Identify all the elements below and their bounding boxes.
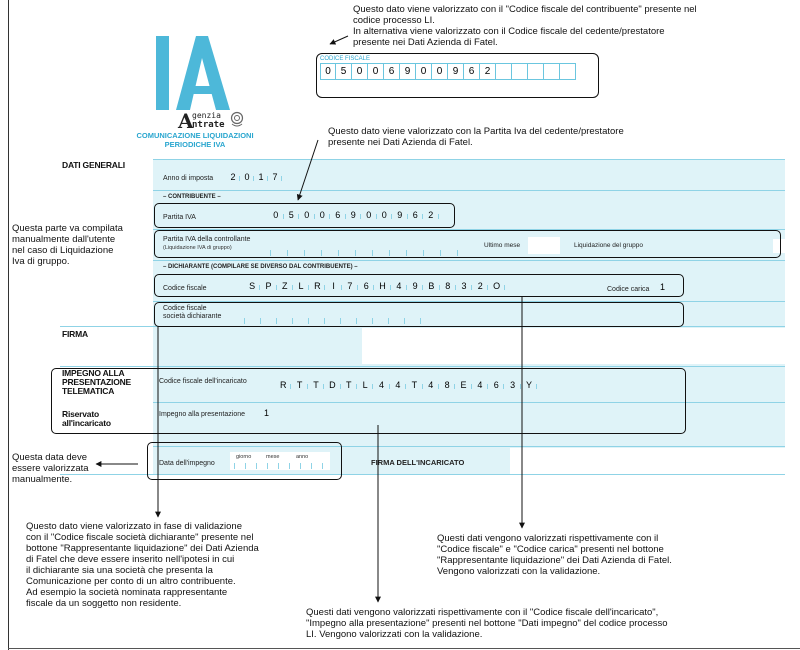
bottom-left-annotation: Questo dato viene valorizzato in fase di validazione con il "Codice fiscale società dichiarante" presente nel bottone "Rappresentante liquidazione" dei Dati Azienda di Fatel che deve essere inserito nell'ipotesi in cui il dichiarante sia una società che presenta la Comunicazione per conto di un altro contribuente. Ad esempio la società nominata rappresentante fiscale da un soggetto non residente. [26, 521, 259, 609]
cf-cell: 2 [472, 281, 488, 291]
codice-fiscale-label: Codice fiscale [163, 285, 207, 292]
left-data-annotation: Questa data deve essere valorizzata manualmente. [12, 452, 89, 485]
arrow-top [330, 36, 348, 44]
cf-cell: 6 [358, 281, 374, 291]
cf-cell: H [374, 281, 390, 291]
cf-cell: 4 [391, 281, 407, 291]
cf-cell: L [293, 281, 309, 291]
incaricato-cell: D [324, 380, 340, 390]
cf-header-cell: 9 [448, 63, 464, 80]
cf-header-cell: 0 [352, 63, 368, 80]
cf-cell: Z [277, 281, 293, 291]
partita-iva-cell: 0 [361, 210, 377, 220]
incaricato-cell: L [357, 380, 373, 390]
cf-cell: O [488, 281, 504, 291]
partita-iva-cell: 6 [330, 210, 346, 220]
partita-iva-cell: 2 [423, 210, 439, 220]
partita-iva-cell: 5 [284, 210, 300, 220]
dichiarante-band: – DICHIARANTE (COMPILARE SE DIVERSO DAL CONTRIBUENTE) – [163, 264, 358, 270]
anno-cell: 1 [254, 172, 268, 182]
incaricato-cell: 4 [472, 380, 488, 390]
firma-heading: FIRMA [62, 329, 88, 339]
partita-iva-label: Partita IVA [163, 214, 196, 221]
cf-cell: S [244, 281, 260, 291]
cf-header-cell: 5 [336, 63, 352, 80]
cf-header-cell: 0 [320, 63, 336, 80]
controllante-label: Partita IVA della controllante (Liquidazione IVA di gruppo) [163, 236, 251, 251]
incaricato-cell: 4 [390, 380, 406, 390]
anno-cell: 2 [226, 172, 240, 182]
incaricato-cell: T [406, 380, 422, 390]
incaricato-label: Codice fiscale dell'incaricato [159, 378, 247, 385]
partita-iva-annotation: Questo dato viene valorizzato con la Partita Iva del cedente/prestatore presente nei Dati Azienda di Fatel. [328, 126, 624, 148]
partita-iva-cell: 0 [315, 210, 331, 220]
cf-cell: I [325, 281, 341, 291]
incaricato-cell: T [291, 380, 307, 390]
top-annotation: Questo dato viene valorizzato con il "Codice fiscale del contribuente" presente nel codice processo LI. In alternativa viene valorizzato con il Codice fiscale del cedente/prestatore presente nei Dati Azienda di Fatel. [353, 4, 697, 48]
incaricato-cell: 4 [423, 380, 439, 390]
bottom-right-annotation: Questi dati vengono valorizzati rispettivamente con il "Codice fiscale" e "Codice carica" presenti nel bottone "Rappresentante liquidazione" dei Dati Azienda di Fatel. Vengono valorizzati con la validazione. [437, 533, 672, 577]
incaricato-cell: 6 [488, 380, 504, 390]
cf-cell: P [260, 281, 276, 291]
anno-label: Anno di imposta [163, 175, 214, 182]
left-gruppo-annotation: Questa parte va compilata manualmente dall'utente nel caso di Liquidazione Iva di gruppo. [12, 223, 123, 267]
cf-header-cell: 9 [400, 63, 416, 80]
cf-cell: B [423, 281, 439, 291]
cf-header-cell: 6 [384, 63, 400, 80]
cf-header-cell: 0 [416, 63, 432, 80]
impegno-presentazione-label: Impegno alla presentazione [159, 411, 246, 418]
cf-header-cell: 2 [480, 63, 496, 80]
data-impegno-label: Data dell'impegno [159, 460, 215, 467]
riservato-heading: Riservato all'incaricato [62, 409, 111, 428]
liquidazione-gruppo-label: Liquidazione del gruppo [574, 242, 644, 249]
cf-cell: 7 [342, 281, 358, 291]
agency-line2: ntrate [192, 120, 225, 130]
anno-cell: 0 [240, 172, 254, 182]
giorno-label: giorno [236, 454, 252, 460]
codice-carica-value: 1 [660, 282, 666, 292]
partita-iva-cell: 9 [346, 210, 362, 220]
impegno-presentazione-value: 1 [264, 408, 270, 418]
incaricato-cell: 3 [504, 380, 520, 390]
dati-generali-heading: DATI GENERALI [62, 160, 125, 170]
incaricato-cell: T [308, 380, 324, 390]
codice-carica-label: Codice carica [607, 286, 650, 293]
cf-cell: R [309, 281, 325, 291]
cf-header-cell: 6 [464, 63, 480, 80]
partita-iva-cell: 0 [377, 210, 393, 220]
mese-label: mese [266, 454, 280, 460]
partita-iva-cell: 0 [268, 210, 284, 220]
incaricato-cell: 8 [439, 380, 455, 390]
cf-header-cell: 0 [368, 63, 384, 80]
cf-cell: 8 [440, 281, 456, 291]
ultimo-mese-label: Ultimo mese [484, 242, 521, 249]
cf-cell: 9 [407, 281, 423, 291]
incaricato-cell: 4 [373, 380, 389, 390]
impegno-heading: IMPEGNO ALLA PRESENTAZIONE TELEMATICA [62, 368, 132, 396]
incaricato-cell: R [275, 380, 291, 390]
agency-line1: genzia [192, 111, 221, 120]
partita-iva-cell: 6 [408, 210, 424, 220]
communication-title: COMUNICAZIONE LIQUIDAZIONI PERIODICHE IVA [136, 131, 254, 149]
cf-cell: 3 [456, 281, 472, 291]
incaricato-cell: E [455, 380, 471, 390]
codice-fiscale-header-field: CODICE FISCALE 0 5 0 0 6 9 0 0 9 6 2 [320, 56, 576, 80]
cf-header-cell: 0 [432, 63, 448, 80]
societa-dichiarante-label: Codice fiscale società dichiarante [163, 305, 222, 320]
anno-small-label: anno [296, 454, 309, 460]
agency-initial: A [178, 109, 194, 133]
contribuente-band: – CONTRIBUENTE – [163, 194, 221, 200]
bottom-center-annotation: Questi dati vengono valorizzati rispettivamente con il "Codice fiscale dell'incaricato", "Impegno alla presentazione" presenti nel bottone "Dati impegno" del codice processo LI. Vengono valorizzati con la validazione. [306, 607, 668, 640]
arrow-partita-iva [298, 140, 318, 200]
incaricato-cell: T [341, 380, 357, 390]
partita-iva-cell: 9 [392, 210, 408, 220]
anno-cell: 7 [268, 172, 282, 182]
firma-incaricato-label: FIRMA DELL'INCARICATO [371, 458, 465, 467]
partita-iva-cell: 0 [299, 210, 315, 220]
incaricato-cell: Y [521, 380, 537, 390]
